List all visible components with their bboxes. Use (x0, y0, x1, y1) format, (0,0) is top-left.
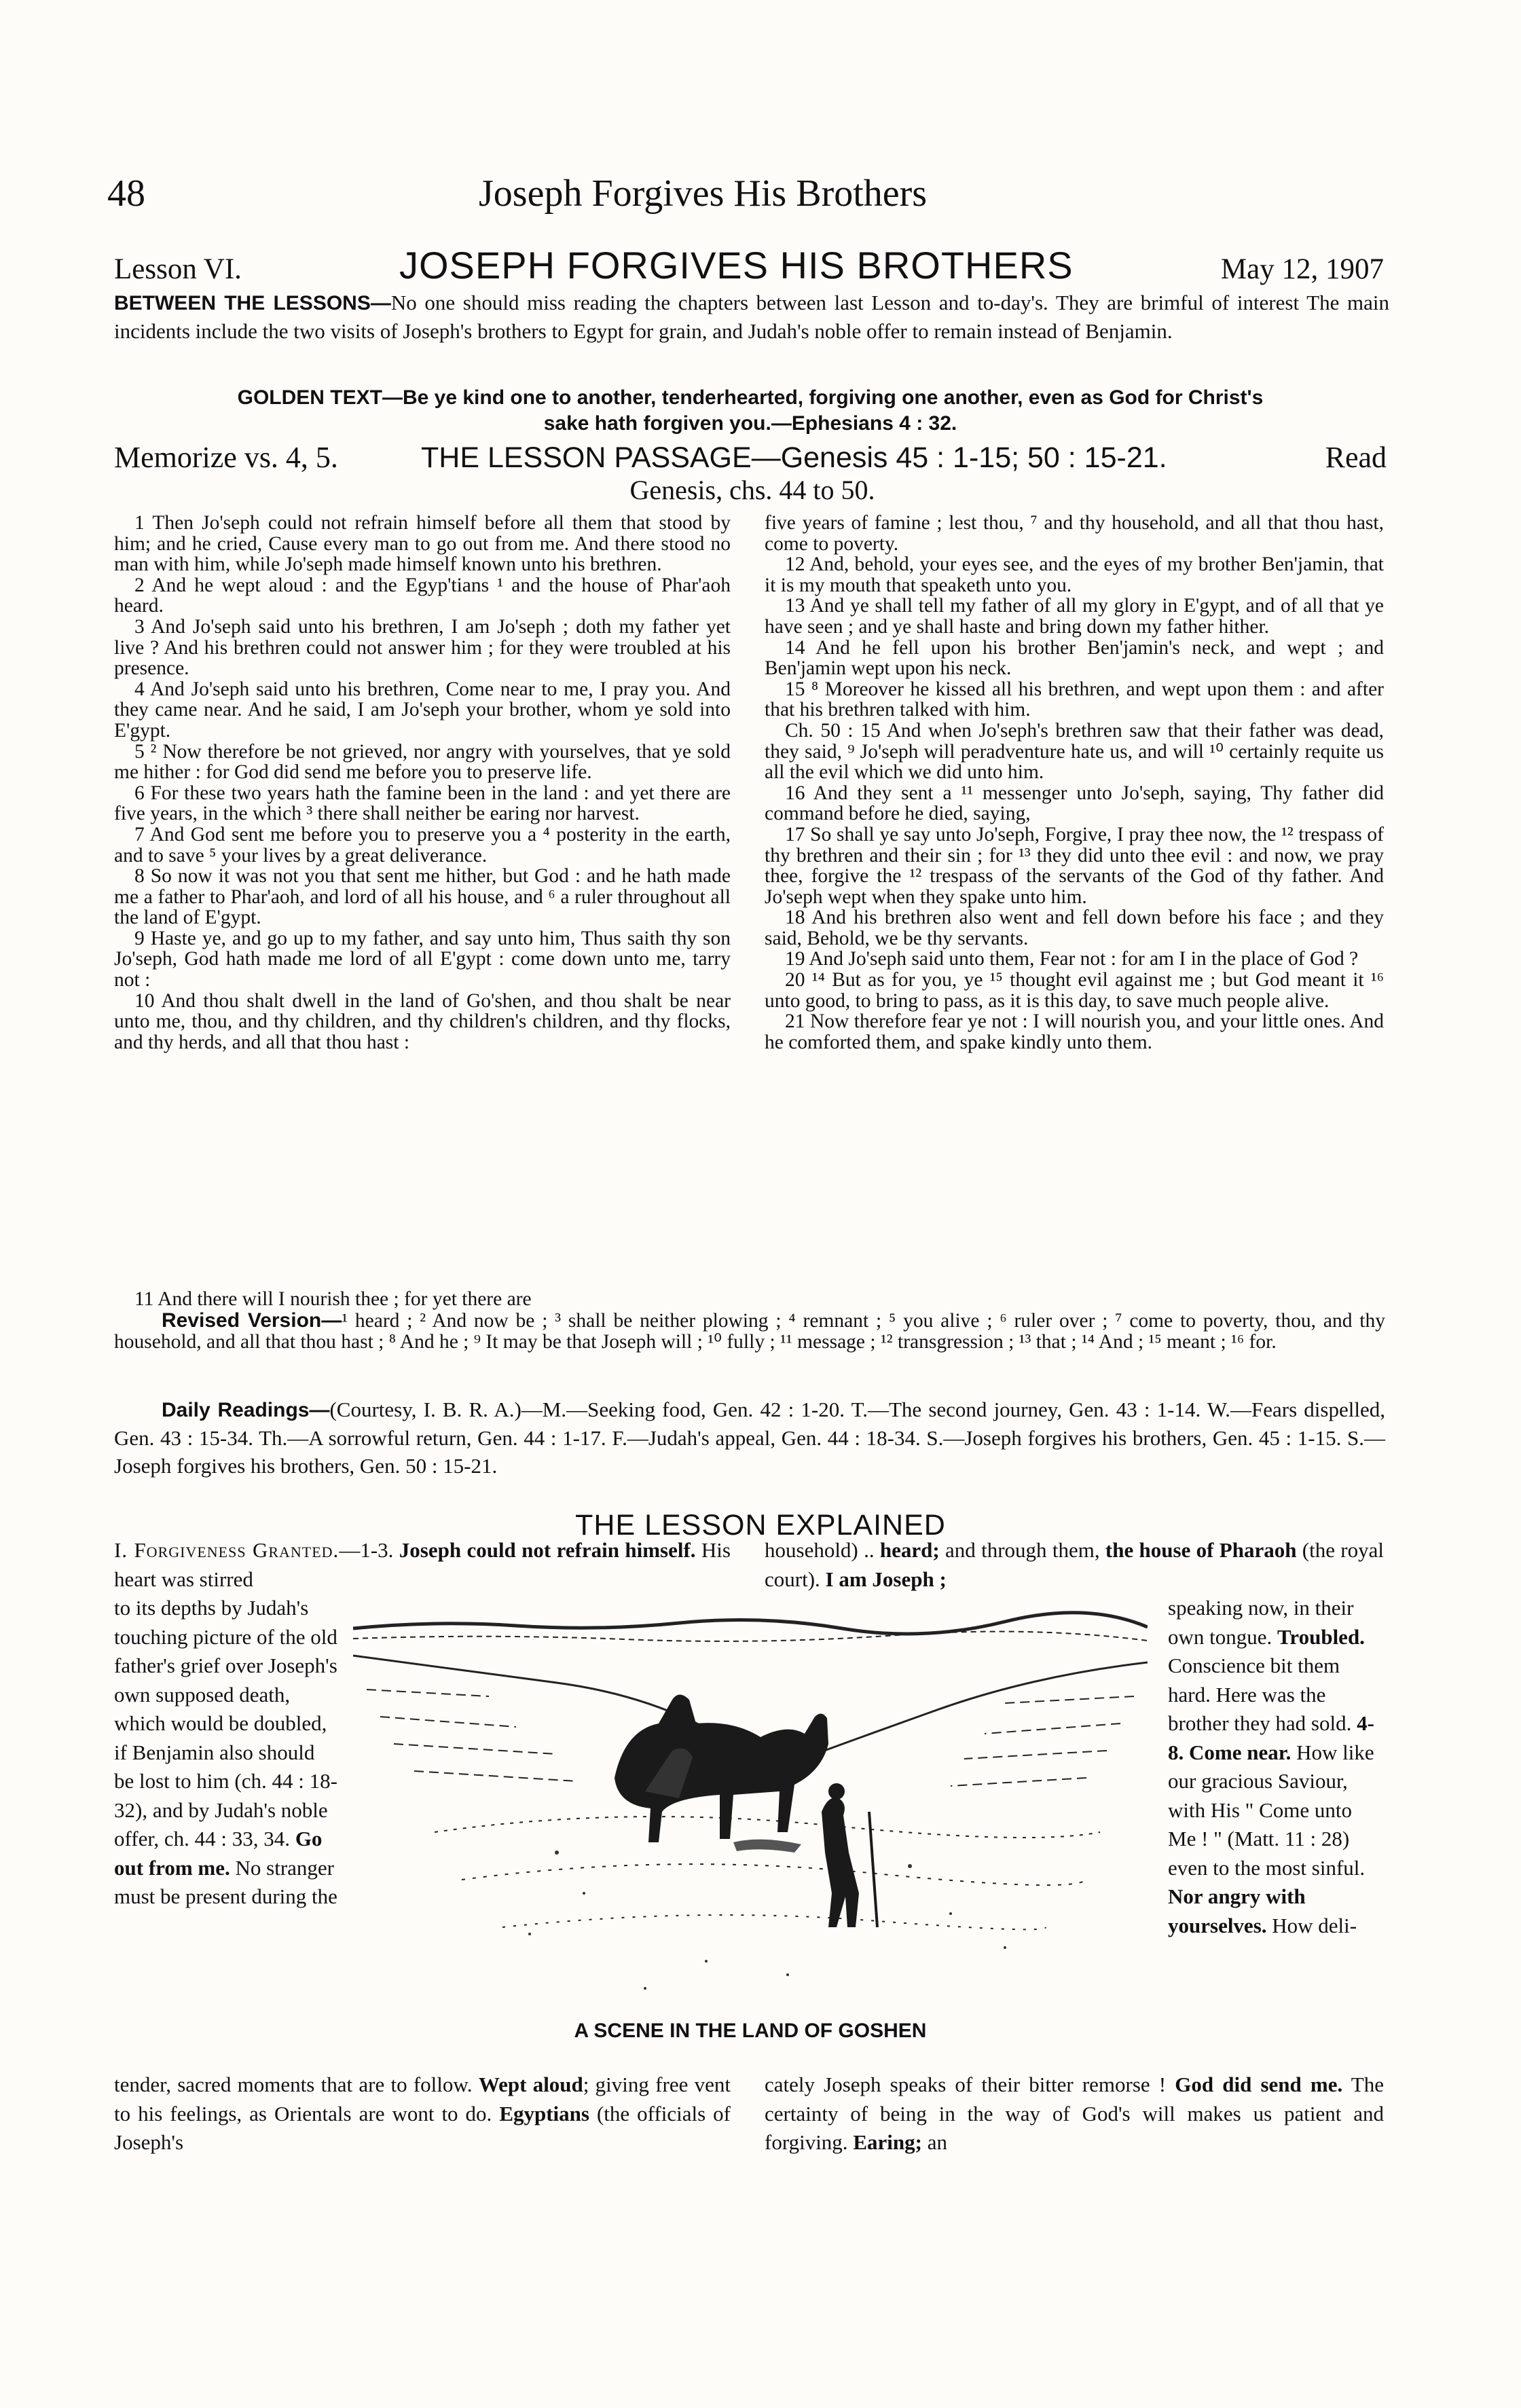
page-number: 48 (107, 172, 145, 215)
lesson-passage-label: THE LESSON PASSAGE—Genesis 45 : 1-15; 50 : 15-21. (421, 441, 1167, 474)
verse: 13 And ye shall tell my father of all my glory in E'gypt, and of all that ye have seen ; and ye shall haste and bring down my father hither. (765, 595, 1384, 638)
explained-text: tender, sacred moments that are to follow. (114, 2073, 473, 2096)
explained-text: How deli- (1272, 1913, 1357, 1937)
keyword: Nor angry with yourselves. (1168, 1884, 1306, 1937)
daily-readings-label: Daily Readings— (162, 1399, 330, 1421)
memorize-note: Memorize vs. 4, 5. (114, 441, 338, 474)
section-verses: —1-3. (339, 1538, 394, 1562)
explained-text: speaking now, in their own tongue. (1168, 1596, 1354, 1649)
verse: 19 And Jo'seph said unto them, Fear not : for am I in the place of God ? (785, 948, 1359, 970)
explained-right-bottom (765, 2070, 1384, 2157)
verse: 18 And his brethren also went and fell down before his face ; and they said, Behold, we be thy servants. (765, 907, 1384, 949)
explained-text: an (927, 2130, 947, 2154)
keyword: I am Joseph ; (825, 1567, 947, 1591)
verse: 9 Haste ye, and go up to my father, and say unto him, Thus saith thy son Jo'seph, God hath made me lord of all E'gypt : come down unto me, tarry not : (114, 927, 731, 991)
explained-right-top (765, 1536, 1384, 1594)
keyword: 4-8. Come near. (1168, 1711, 1374, 1764)
golden-text (129, 385, 1372, 437)
explained-text: His heart was stirred (114, 1538, 731, 1591)
explained-text: cately Joseph speaks of their bitter remorse ! (765, 2073, 1167, 2096)
lesson-number: Lesson VI. (114, 253, 242, 285)
verse: 14 And he fell upon his brother Ben'jamin's neck, and wept ; and Ben'jamin wept upon his neck. (765, 636, 1384, 680)
verse: 12 And, behold, your eyes see, and the eyes of my brother Ben'jamin, that it is my mouth that speaketh unto you. (765, 553, 1384, 596)
explained-text: The certainty of being in the way of God's will makes us patient and forgiving. (765, 2073, 1384, 2154)
verse: 4 And Jo'seph said unto his brethren, Come near to me, I pray you. And they came near. And he said, I am Jo'seph your brother, whom ye sold into E'gypt. (114, 678, 731, 742)
verse: 3 And Jo'seph said unto his brethren, I am Jo'seph ; doth my father yet live ? And his brethren could not answer him ; for they were troubled at his presence. (114, 615, 731, 680)
read-note: Read (1325, 441, 1387, 474)
passage-left-column (114, 513, 731, 1053)
keyword: the house of Pharaoh (1105, 1538, 1297, 1562)
explained-text: to its depths by Judah's touching picture of the old father's grief over Joseph's own supposed death, which would be doubled, if Benjamin also should be lost to him (ch. 44 : 18-32), and by Judah's noble offer, ch. 44 : 33, 34. (114, 1596, 337, 1850)
keyword: heard; (879, 1538, 940, 1562)
verse: 6 For these two years hath the famine been in the land : and yet there are five years, in the which ³ there shall neither be earing nor harvest. (114, 782, 731, 825)
golden-text-line-1: GOLDEN TEXT—Be ye kind one to another, tenderhearted, forgiving one another, even as God for Christ's (237, 386, 1264, 409)
verse: 15 ⁸ Moreover he kissed all his brethren, and wept upon them : and after that his brethren talked with him. (765, 678, 1384, 721)
verse: 8 So now it was not you that sent me hither, but God : and he hath made me a father to Phar'aoh, and lord of all his house, and ⁶ a ruler throughout all the land of E'gypt. (114, 865, 731, 929)
verse: 1 Then Jo'seph could not refrain himself before all them that stood by him; and he cried, Cause every man to go out from me. And there stood no man with him, while Jo'seph made himself known unto his brethren. (114, 512, 731, 576)
verse: 21 Now therefore fear ye not : I will nourish you, and your little ones. And he comforted them, and spake kindly unto them. (765, 1010, 1384, 1053)
keyword: Joseph could not refrain himself. (399, 1538, 696, 1562)
keyword: Go out from me. (114, 1827, 323, 1880)
explained-text: No stranger must be present during the (114, 1855, 337, 1908)
explained-text: ; giving free vent to his feelings, as Orientals are wont to do. (114, 2073, 731, 2126)
explained-text: household) .. (765, 1538, 875, 1562)
revised-version-text: ¹ heard ; ² And now be ; ³ shall be neither plowing ; ⁴ remnant ; ⁵ you alive ; ⁶ ruler over ; ⁷ come to poverty, thou, and thy household, and all that thou hast ; ⁸ And he ; ⁹ It may be that Joseph will ; ¹⁰ fully ; ¹¹ message ; ¹² transgression ; ¹³ that ; ¹⁴ And ; ¹⁵ meant ; ¹⁶ for. (114, 1310, 1385, 1353)
lesson-header (114, 243, 1391, 291)
verse: 11 And there will I nourish thee ; for yet there are (134, 1288, 532, 1310)
verse: Ch. 50 : 15 And when Jo'seph's brethren saw that their father was dead, they said, ⁹ Jo'seph will peradventure hate us, and will ¹⁰ certainly requite us all the evil which we did unto him. (765, 719, 1384, 784)
revised-version (114, 1310, 1385, 1353)
lesson-date: May 12, 1907 (1220, 253, 1384, 285)
verse: five years of famine ; lest thou, ⁷ and thy household, and all that thou hast, come to poverty. (765, 512, 1384, 555)
running-title: Joseph Forgives His Brothers (479, 172, 928, 215)
read-chapters: Genesis, chs. 44 to 50. (629, 475, 875, 505)
verse: 5 ² Now therefore be not grieved, nor angry with yourselves, that ye sold me hither : for God did send me before you to preserve life. (114, 740, 731, 784)
between-label: BETWEEN THE LESSONS— (114, 292, 391, 314)
keyword: Egyptians (499, 2101, 589, 2126)
between-the-lessons (114, 289, 1389, 345)
keyword: Troubled. (1277, 1624, 1365, 1649)
explained-text: (the officials of Joseph's (114, 2101, 731, 2154)
section-label: I. Forgiveness Granted. (114, 1538, 340, 1562)
verse-11 (114, 1289, 1384, 1310)
passage-right-column (765, 513, 1384, 1053)
explained-text: (the royal court). (765, 1538, 1384, 1591)
explained-right-narrow (1168, 1594, 1385, 1940)
goshen-scene-illustration (353, 1608, 1148, 2015)
revised-version-label: Revised Version— (162, 1309, 342, 1332)
verse: 20 ¹⁴ But as for you, ye ¹⁵ thought evil against me ; but God meant it ¹⁶ unto good, to bring to pass, as it is this day, to save much people alive. (765, 969, 1384, 1012)
illustration-caption: A SCENE IN THE LAND OF GOSHEN (574, 2020, 927, 2042)
between-text: No one should miss reading the chapters between last Lesson and to-day's. They are brimful of interest The main incidents include the two visits of Joseph's brothers to Egypt for grain, and Judah's noble offer to remain instead of Benjamin. (114, 291, 1389, 343)
daily-readings (114, 1395, 1385, 1480)
keyword: Wept aloud (478, 2073, 583, 2096)
verse: 10 And thou shalt dwell in the land of Go'shen, and thou shalt be near unto me, thou, and thy children, and thy children's children, and thy flocks, and thy herds, and all that thou hast : (114, 989, 731, 1053)
verse: 17 So shall ye say unto Jo'seph, Forgive, I pray thee now, the ¹² trespass of thy brethren and their sin ; for ¹³ they did unto thee evil : and now, we pray thee, forgive the ¹² trespass of the servants of the God of thy father. And Jo'seph wept when they spake unto him. (765, 823, 1384, 908)
explained-left-narrow (114, 1594, 338, 1912)
golden-text-line-2: sake hath forgiven you.—Ephesians 4 : 32. (543, 412, 957, 435)
keyword: God did send me. (1175, 2073, 1343, 2096)
verse: 2 And he wept aloud : and the Egyp'tians ¹ and the house of Phar'aoh heard. (114, 574, 731, 617)
lesson-explained-heading: THE LESSON EXPLAINED (575, 1509, 946, 1542)
verse: 7 And God sent me before you to preserve you a ⁴ posterity in the earth, and to save ⁵ your lives by a great deliverance. (114, 823, 731, 866)
explained-text: How like our gracious Saviour, with His " Come unto Me ! " (Matt. 11 : 28) even to the most sinful. (1168, 1740, 1374, 1880)
lesson-title: JOSEPH FORGIVES HIS BROTHERS (399, 244, 1074, 287)
explained-text: and through them, (945, 1538, 1100, 1562)
keyword: Earing; (853, 2130, 922, 2154)
explained-text: Conscience bit them hard. Here was the brother they had sold. (1168, 1654, 1352, 1735)
explained-left-bottom (114, 2070, 731, 2157)
explained-left-top (114, 1536, 731, 1594)
verse: 16 And they sent a ¹¹ messenger unto Jo'seph, saying, Thy father did command before he died, saying, (765, 782, 1384, 825)
daily-readings-text: (Courtesy, I. B. R. A.)—M.—Seeking food, Gen. 42 : 1-20. T.—The second journey, Gen. 43 : 1-14. W.—Fears dispelled, Gen. 43 : 15-34. Th.—A sorrowful return, Gen. 44 : 1-17. F.—Judah's appeal, Gen. 44 : 18-34. S.—Joseph forgives his brothers, Gen. 45 : 1-15. S.—Joseph forgives his brothers, Gen. 50 : 15-21. (114, 1398, 1385, 1478)
